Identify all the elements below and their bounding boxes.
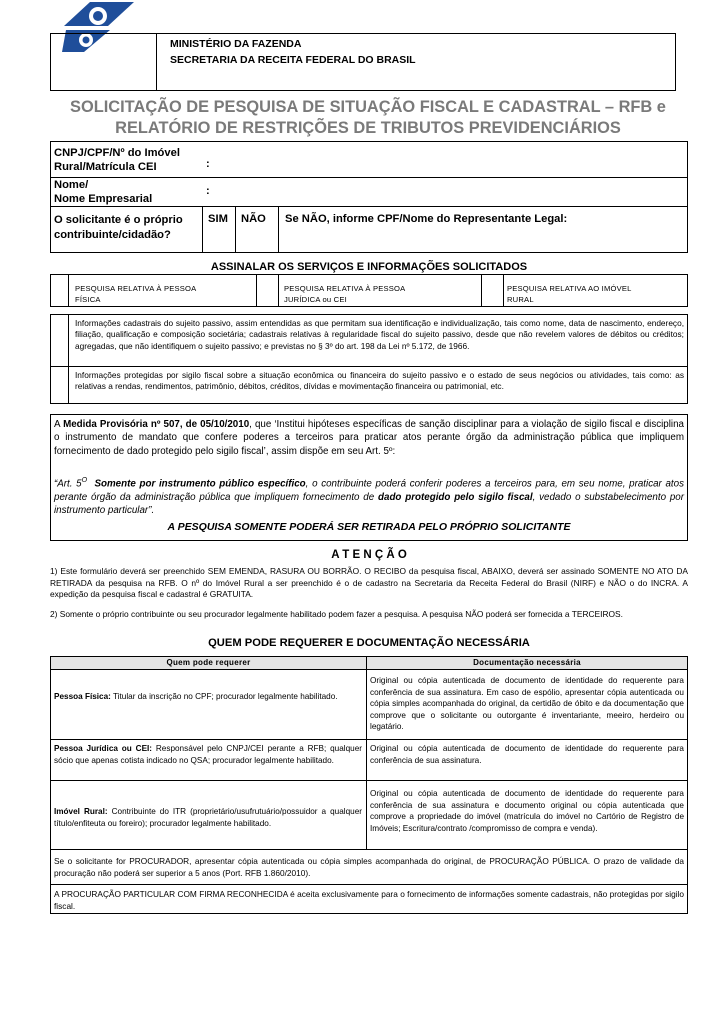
procurador-note-1: Se o solicitante for PROCURADOR, apresentar cópia autenticada ou cópia simples acompanhada do original, de PROCURAÇÃO PÚBLICA. O prazo de validade da procuração não poderá ser superior a 5 anos (Port. RFB 1.860/2010). (54, 856, 684, 878)
who-row-sep-1 (51, 739, 687, 740)
info-vline (68, 315, 69, 403)
mp-paragraph (54, 418, 684, 458)
mp-text-b: , que ‘Institui hipóteses específicas de sanção disciplinar para a violação de sigilo fiscal e disciplina o instrumento de mandato que confere poderes a terceiros para praticar atos perante órgão da administração pública que impliquem fornecimento de dado protegido pelo sigilo fiscal’, assim dispõe em seu Art. 5º: (54, 419, 684, 457)
atencao-p1: 1) Este formulário deverá ser preenchido SEM EMENDA, RASURA OU BORRÃO. O RECIBO da pesquisa fiscal, ABAIXO, deverá ser assinado SOMENTE NO ATO DA RETIRADA da pesquisa na RFB. O nº do Imóvel Rural a ser preenchido é o de cadastro na Secretaria da Receita Federal do Brasil (NIRF) e NÃO o do INCRA. A expedição da pesquisa fiscal e cadastral é GRATUITA. (50, 566, 688, 599)
sim-option[interactable]: SIM (208, 213, 228, 225)
svc-vline-1 (68, 275, 69, 306)
rural-label (507, 283, 632, 305)
nome-colon: : (206, 185, 210, 197)
pf-label-line-1: PESQUISA RELATIVA À PESSOA (75, 284, 197, 293)
who-row-sep-3 (51, 849, 687, 850)
pj-label-line-1: PESQUISA RELATIVA À PESSOA (284, 284, 406, 293)
info-cadastral-checkbox[interactable] (51, 316, 68, 365)
pj-who (54, 743, 362, 766)
nome-label-line-2: Nome Empresarial (54, 193, 153, 205)
who-col-1-header: Quem pode requerer (166, 658, 251, 667)
svc-vline-3 (278, 275, 279, 306)
cnpj-field[interactable] (214, 145, 684, 175)
atencao-heading: A T E N Ç Ã O (331, 549, 407, 561)
cnpj-colon: : (206, 158, 210, 170)
form-vline-b (235, 207, 236, 252)
representante-label: Se NÃO, informe CPF/Nome do Representante Legal: (285, 213, 568, 225)
ministry-name: MINISTÉRIO DA FAZENDA (170, 38, 302, 50)
cnpj-label-line-1: CNPJ/CPF/Nº do Imóvel (54, 147, 180, 159)
atencao-p2: 2) Somente o próprio contribuinte ou seu procurador legalmente habilitado podem fazer a pesquisa. A pesquisa NÃO poderá ser fornecida a TERCEIROS. (50, 609, 623, 619)
solicitante-question (54, 213, 183, 243)
pf-label (75, 283, 196, 305)
nao-option[interactable]: NÃO (241, 213, 266, 225)
svc-vline-5 (503, 275, 504, 306)
quote-text-c: , vedado o substabelecimento por instrumento particular”. (54, 491, 684, 516)
nome-label-line-1: Nome/ (54, 179, 89, 191)
quote-sup: O (81, 477, 88, 484)
secretariat-name: SECRETARIA DA RECEITA FEDERAL DO BRASIL (170, 54, 416, 66)
form-line-2 (51, 206, 687, 207)
cnpj-label (54, 146, 180, 174)
who-row-sep-4 (51, 884, 687, 885)
pf-doc: Original ou cópia autenticada de documento de identidade do requerente para conferência de sua assinatura. Em caso de espólio, apresentar cópia autenticada ou cópia simples acompanhada do original, da certidão de óbito e da documentação que comprove que o solicitante ou outorgante é inventariante, meeiro, herdeiro ou legatário. (370, 676, 684, 731)
pf-who (54, 691, 362, 703)
title-line-2: RELATÓRIO DE RESTRIÇÕES DE TRIBUTOS PREVIDENCIÁRIOS (115, 119, 621, 137)
services-heading: ASSINALAR OS SERVIÇOS E INFORMAÇÕES SOLICITADOS (210, 261, 528, 273)
info-cadastral-text: Informações cadastrais do sujeito passivo, assim entendidas as que permitam sua identificação e individualização, tais como nome, data de nascimento, endereço, filiação, qualificação e composição societária; cadastrais relativas à regularidade fiscal do sujeito passivo, desde que não revelem valores de débitos ou créditos; agregadas, que não identifiquem o sujeito passivo; e previstas no § 3º do art. 198 da Lei nº 5.172, de 1966. (75, 318, 684, 351)
quote-text-b: , o contribuinte poderá conferir poderes a terceiros para, em seu nome, praticar atos perante órgão da administração pública que impliquem fornecimento de (54, 478, 684, 503)
mp-quote (54, 474, 684, 517)
rural-who-label: Imóvel Rural: (54, 807, 108, 816)
rural-who (54, 806, 362, 829)
pf-who-label: Pessoa Física: (54, 692, 111, 701)
rural-checkbox[interactable] (482, 276, 503, 305)
nome-label (54, 178, 152, 206)
pf-checkbox[interactable] (51, 276, 68, 305)
info-divider (51, 366, 687, 367)
pj-doc: Original ou cópia autenticada de documento de identidade do requerente para conferência de sua assinatura. (370, 744, 684, 765)
who-col-2-header: Documentação necessária (473, 658, 581, 667)
who-heading: QUEM PODE REQUERER E DOCUMENTAÇÃO NECESSÁRIA (208, 637, 530, 649)
who-col-divider (366, 657, 367, 849)
quote-bold: Somente por instrumento público específico (94, 478, 306, 490)
who-row-sep-2 (51, 780, 687, 781)
nome-field[interactable] (214, 179, 684, 205)
notice-withdrawal: A PESQUISA SOMENTE PODERÁ SER RETIRADA PELO PRÓPRIO SOLICITANTE (167, 521, 571, 533)
pf-who-text: Titular da inscrição no CPF; procurador legalmente habilitado. (110, 692, 338, 701)
rural-label-line-2: RURAL (507, 295, 534, 304)
cnpj-label-line-2: Rural/Matrícula CEI (54, 161, 157, 173)
rural-label-line-1: PESQUISA RELATIVA AO IMÓVEL (507, 284, 632, 293)
representante-field[interactable] (285, 229, 685, 251)
form-vline-a (202, 207, 203, 252)
mp-text-a: A (54, 419, 64, 430)
quote-article: “Art. 5 (54, 478, 82, 490)
info-sigilo-text: Informações protegidas por sigilo fiscal sobre a situação econômica ou financeira do sujeito passivo e o estado de seus negócios ou atividades, tais como: as relativas a rendas, rendimentos, patrimônio, débitos, créditos, dívidas e movimentação financeira ou patrimonial, etc. (75, 370, 684, 392)
solicitante-line-1: O solicitante é o próprio (54, 214, 183, 226)
header-divider (156, 34, 157, 90)
rural-who-text: Contribuinte do ITR (proprietário/usufrutuário/possuidor a qualquer título/enfiteuta ou foreiro); procurador legalmente habilitado. (54, 807, 362, 828)
quote-bold-2: dado protegido pelo sigilo fiscal (378, 491, 533, 503)
title-line-1: SOLICITAÇÃO DE PESQUISA DE SITUAÇÃO FISCAL E CADASTRAL – RFB e (70, 98, 666, 116)
pj-label (284, 283, 405, 305)
pj-who-label: Pessoa Jurídica ou CEI: (54, 744, 153, 753)
form-vline-c (278, 207, 279, 252)
pj-checkbox[interactable] (257, 276, 278, 305)
info-sigilo-checkbox[interactable] (51, 368, 68, 402)
pj-who-text: Responsável pelo CNPJ/CEI perante a RFB; qualquer sócio que apenas cotista indicado no QSA; procurador legalmente habilitado. (54, 744, 362, 765)
page-title (50, 97, 686, 139)
solicitante-line-2: contribuinte/cidadão? (54, 229, 171, 241)
procurador-note-2: A PROCURAÇÃO PARTICULAR COM FIRMA RECONHECIDA é aceita exclusivamente para o fornecimento de informações somente cadastrais, não protegidas por sigilo fiscal. (54, 889, 684, 911)
pj-label-line-2: JURÍDICA ou CEI (284, 295, 347, 304)
rural-doc: Original ou cópia autenticada de documento de identidade do requerente para conferência de sua assinatura e documento original ou cópia autenticada que comprove a propriedade do imóvel (matrícula do imóvel no Cartório de Registro de Imóveis; Escritura/contrato /compromisso de compra e venda). (370, 789, 684, 833)
pf-label-line-2: FÍSICA (75, 295, 101, 304)
mp-law-name: Medida Provisória nº 507, de 05/10/2010 (63, 419, 250, 430)
